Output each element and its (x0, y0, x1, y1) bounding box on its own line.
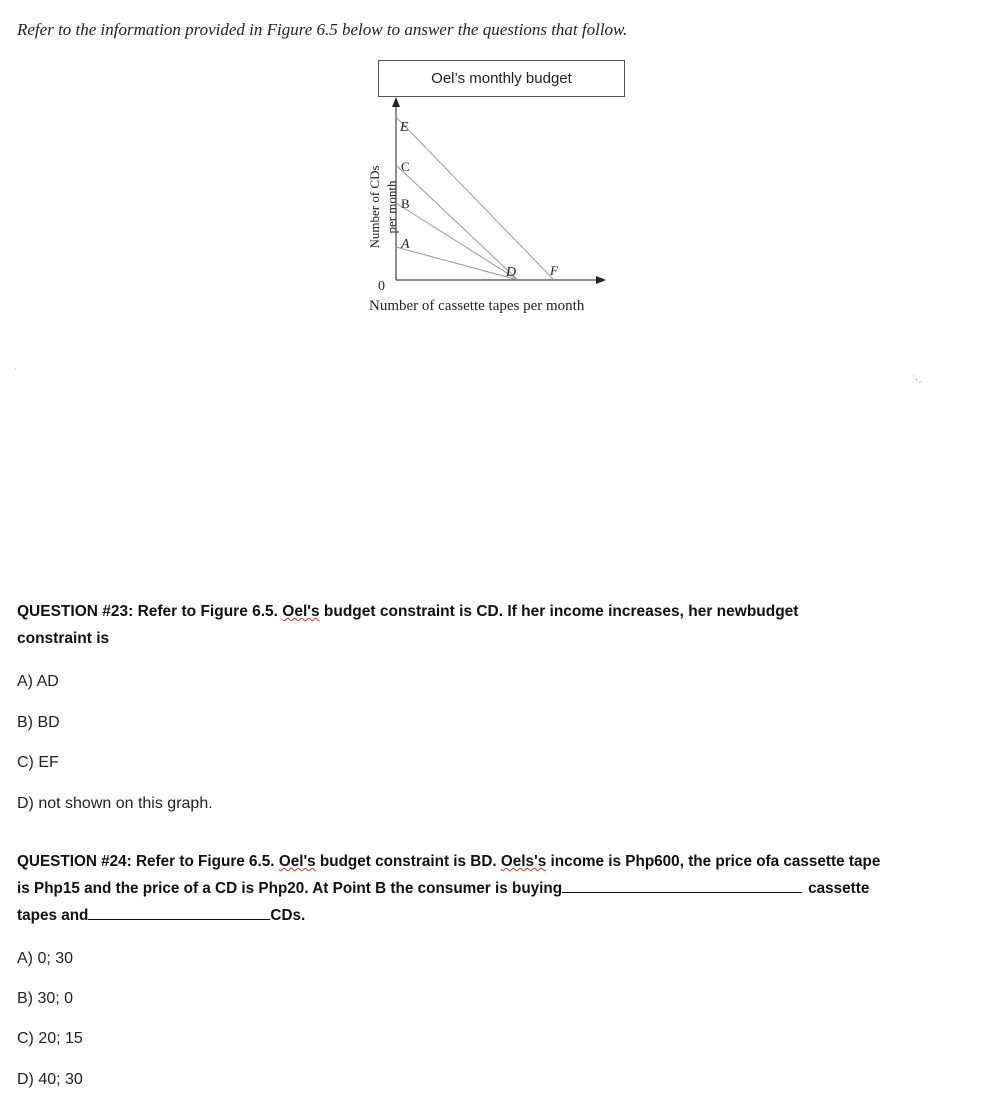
q23-option-b[interactable]: B) BD (17, 714, 60, 731)
point-F-label: F (550, 263, 558, 278)
q23-option-d[interactable]: D) not shown on this graph. (17, 795, 213, 812)
point-A-label: A (401, 237, 410, 252)
q23-option-a[interactable]: A) AD (17, 673, 59, 690)
y-axis-arrow (392, 97, 400, 107)
budget-line-AD (396, 247, 518, 280)
scan-speck: ˙ (14, 368, 18, 379)
q24-option-b[interactable]: B) 30; 0 (17, 990, 74, 1007)
point-D-label: D (506, 265, 517, 280)
budget-line-BD (396, 203, 518, 280)
point-B-label: B (401, 196, 410, 211)
origin-label: 0 (378, 279, 385, 294)
answer-blank-1[interactable] (562, 876, 802, 893)
answer-blank-2[interactable] (88, 903, 270, 920)
q23-option-c[interactable]: C) EF (17, 754, 59, 771)
point-C-label: C (401, 159, 410, 174)
figure-title: Oel’s monthly budget (378, 60, 625, 97)
q24-option-a[interactable]: A) 0; 30 (17, 950, 74, 967)
budget-line-EF (396, 117, 554, 280)
y-axis-label: Number of CDs per month (367, 165, 399, 249)
question-23: QUESTION #23: Refer to Figure 6.5. Oel's budget constraint is CD. If her income increases, her newbudget constraint is (17, 603, 799, 647)
intro-text: Refer to the information provided in Figure 6.5 below to answer the questions that follow. (17, 20, 628, 39)
q24-option-c[interactable]: C) 20; 15 (17, 1030, 83, 1047)
point-E-label: E (400, 120, 409, 135)
x-axis-arrow (596, 276, 606, 284)
x-axis-label: Number of cassette tapes per month (369, 298, 585, 314)
q24-option-d[interactable]: D) 40; 30 (17, 1071, 83, 1088)
question-24: QUESTION #24: Refer to Figure 6.5. Oel's budget constraint is BD. Oels's income is Php600, the price ofa cassette tape is Php15 and the price of a CD is Php20. At Point B the consumer is buying cassette tapes and CDs. (17, 853, 881, 924)
scan-speck: ˑ˒ˏ (912, 373, 922, 384)
budget-line-CD (396, 165, 518, 280)
